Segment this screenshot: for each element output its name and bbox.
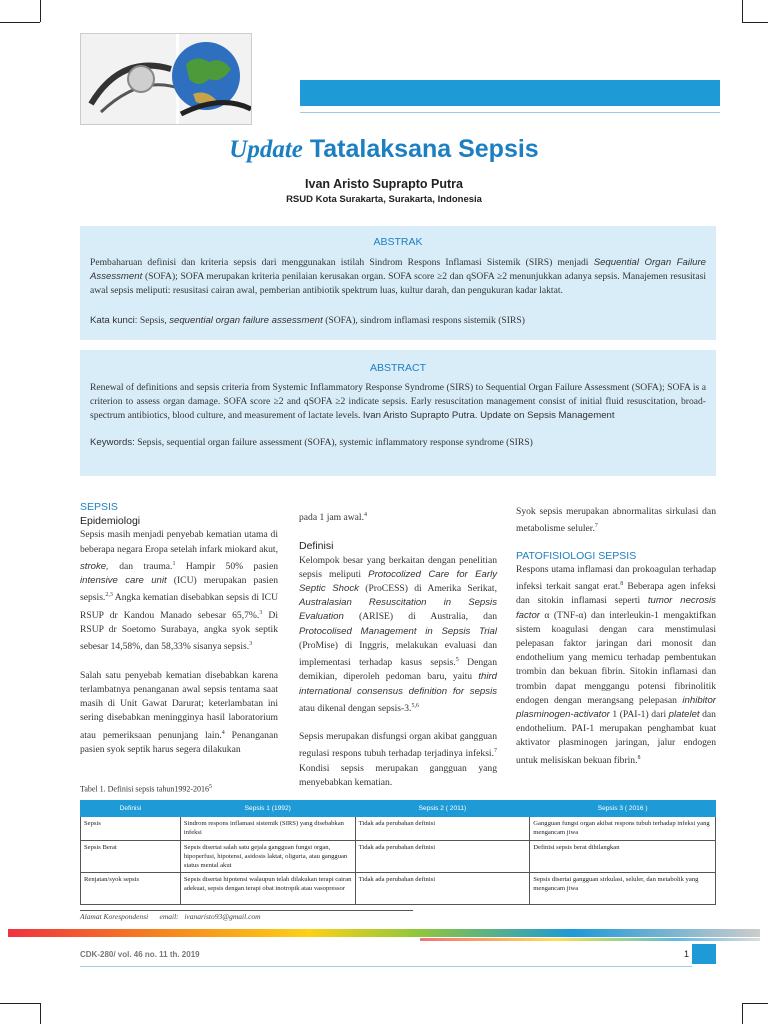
abstrak-body — [90, 256, 706, 298]
footer-rule — [80, 966, 692, 967]
keywords-text: sequential organ failure assessment (SOFA), systemic inflammatory response syndrome (SIRS) — [166, 437, 533, 448]
abstrak-text-italic: Sequential Organ Failure Assessment — [90, 257, 706, 282]
abstract-citation: Ivan Aristo Suprapto Putra. Update on Sepsis Management — [362, 410, 615, 421]
journal-citation: CDK-280/ vol. 46 no. 11 th. 2019 — [80, 950, 200, 959]
keywords-text: Sepsis, — [139, 315, 167, 326]
paragraph: Kelompok besar yang berkaitan dengan penelitian sepsis meliputi Protocolized Care for Early Septic Shock (ProCESS) di Amerika Serikat, Australasian Resuscitation in Sepsis Evaluation (ARISE) di Australia, dan Protocolised Management in Sepsis Trial (ProMise) di Inggris, melakukan evaluasi dan implementasi terhadap kasus sepsis.$^5$ Dengan demikian, diperoleh pedoman baru, yaitu third international consensus definition for sepsis atau dikenal dengan sepsis-3.$^{5,6}$ — [299, 554, 498, 714]
table-cell: Sepsis disertai gangguan sirkulasi, seluler, dan metabolik yang mengancam jiwa — [530, 873, 716, 905]
table-cell: Sepsis — [81, 817, 181, 841]
header-bar — [300, 80, 720, 106]
table-caption: Tabel 1. Definisi sepsis tahun1992-2016$^5$ — [80, 784, 212, 794]
abstrak-box — [80, 226, 716, 340]
table-cell: Renjatan/syok sepsis — [81, 873, 181, 905]
table-cell: Sindrom respons inflamasi sistemik (SIRS) yang disebabkan infeksi — [180, 817, 355, 841]
crop-mark — [742, 0, 743, 22]
abstract-keywords — [90, 436, 706, 450]
title-italic: Update — [229, 136, 303, 163]
article-title — [0, 135, 768, 164]
abstract-text: Renewal of definitions and sepsis criteria from Systemic Inflammatory Response Syndrome (SIRS) to Sequential Organ Failure Assessment (SOFA); SOFA is a criterion to assess organ damage. SOFA score ≥2 and qSOFA ≥2 indicate sepsis. Early resuscitation management consist of initial fluid resuscitation, broad-spectrum antibiotics, blood culture, and measurement of lactate levels. — [90, 382, 706, 421]
page-number-box — [692, 944, 716, 964]
column-2 — [299, 508, 497, 790]
abstrak-text: (SOFA); SOFA merupakan kriteria penilaian kerusakan organ. SOFA score ≥2 dan qSOFA ≥2 menunjukkan adanya sepsis. Manajemen resusitasi awal sepsis meliputi: resusitasi cairan awal, pemberian antibiotik spektrum luas, kultur darah, dan pengukuran kadar laktat. — [90, 271, 706, 296]
stethoscope-globe-icon — [81, 34, 251, 124]
author-affiliation: RSUD Kota Surakarta, Surakarta, Indonesia — [286, 194, 482, 205]
table-header-cell: Definisi — [81, 801, 181, 817]
abstract-box — [80, 350, 716, 476]
table-cell: Gangguan fungsi organ akibat respons tubuh terhadap infeksi yang mengancam jiwa — [530, 817, 716, 841]
header-illustration — [80, 33, 252, 125]
crop-mark — [0, 22, 40, 23]
author-name: Ivan Aristo Suprapto Putra — [305, 177, 463, 191]
subsection-epidemiologi: Epidemiologi — [80, 515, 141, 528]
footer-gradient-thin — [420, 938, 760, 941]
paragraph: Salah satu penyebab kematian disebabkan karena terlambatnya penanganan awal sepsis tentama saat masih di Unit Gawat Darurat; keterlambatan ini sering disebabkan meningginya hasil laboratorium atau pemeriksaan penunjang lain.$^4$ Penanganan pasien syok septik harus segera dilakukan — [80, 669, 278, 755]
column-1 — [80, 500, 278, 757]
abstrak-heading: ABSTRAK — [373, 236, 423, 248]
correspondence-label: Alamat Korespondensi — [80, 912, 149, 921]
table-header-cell: Sepsis 3 ( 2016 ) — [530, 801, 716, 817]
paragraph: Syok sepsis merupakan abnormalitas sirkulasi dan metabolisme seluler.$^7$ — [516, 506, 716, 535]
crop-mark — [742, 22, 768, 23]
email-address[interactable]: ivanaristo93@gmail.com — [184, 912, 261, 921]
table-cell: Tidak ada perubahan definisi — [355, 841, 530, 873]
page-number: 1 — [684, 949, 690, 959]
keywords-text: (SOFA), sindrom inflamasi respons sistemik (SIRS) — [325, 315, 525, 326]
paragraph: Sepsis masih menjadi penyebab kematian utama di beberapa negara Eropa setelah infark miokard akut, stroke, dan trauma.$^1$ Hampir 50% pasien intensive care unit (ICU) merupakan pasien sepsis.$^{2,3}$ Angka kematian disebabkan sepsis di ICU RSUP dr Kandou Manado sebesar 65,7%.$^3$ Di RSUP dr Soetomo Surabaya, angka syok septik sebesar 14,58%, dan 58,33% sisanya sepsis.$^3$ — [80, 529, 279, 653]
subsection-definisi: Definisi — [299, 540, 334, 553]
crop-mark — [742, 1003, 768, 1004]
paragraph: Sepsis merupakan disfungsi organ akibat gangguan regulasi respons tubuh terhadap terjadinya infeksi.$^7$ Kondisi sepsis merupakan gangguan yang menyebabkan kematian. — [299, 731, 497, 788]
header-rule — [300, 112, 720, 113]
table-container — [80, 800, 716, 905]
correspondence-rule — [80, 910, 413, 911]
sepsis-definition-table — [80, 800, 716, 905]
keywords-label: Kata kunci: — [90, 315, 138, 326]
crop-mark — [40, 0, 41, 22]
paragraph: pada 1 jam awal.$^4$ — [299, 512, 367, 524]
abstrak-text: Pembaharuan definisi dan kriteria sepsis dari menggunakan istilah Sindrom Respons Inflamasi Sistemik (SIRS) menjadi — [90, 257, 589, 268]
section-heading-patofisiologi: PATOFISIOLOGI SEPSIS — [516, 549, 637, 562]
table-cell: Definisi sepsis berat dihilangkan — [530, 841, 716, 873]
crop-mark — [742, 1003, 743, 1024]
table-header-row — [81, 801, 716, 817]
table-row — [81, 841, 716, 873]
table-cell: Sepsis Berat — [81, 841, 181, 873]
table-cell: Tidak ada perubahan definisi — [355, 873, 530, 905]
table-cell: Tidak ada perubahan definisi — [355, 817, 530, 841]
crop-mark — [40, 1003, 41, 1024]
crop-mark — [0, 1003, 40, 1004]
keywords-text: Sepsis, — [137, 437, 165, 448]
keywords-label: Keywords: — [90, 437, 135, 448]
abstract-body — [90, 381, 706, 423]
email-label: email: — [159, 912, 179, 921]
table-cell: Sepsis disertai salah satu gejala gangguan fungsi organ, hipoperfusi, hipotensi, asidosis laktat, oliguria, atau gangguan status mental akut — [180, 841, 355, 873]
section-heading-sepsis: SEPSIS — [80, 501, 118, 513]
abstract-heading: ABSTRACT — [369, 362, 426, 374]
footer-gradient-bar — [8, 929, 760, 937]
correspondence — [80, 912, 261, 921]
table-row — [81, 817, 716, 841]
keywords-italic: sequential organ failure assessment — [169, 315, 323, 326]
title-main: Tatalaksana Sepsis — [309, 135, 539, 163]
column-3 — [516, 505, 716, 768]
paragraph: Respons utama inflamasi dan prokoagulan terhadap infeksi terkait sangat erat.$^8$ Beberapa agen infeksi dan sitokin inflamasi seperti tumor necrosis factor α (TNF-α) dan interleukin-1 mengaktifkan sistem koagulasi dengan cara menstimulasi pelepasan faktor jaringan dari monosit dan endothelium yang memicu terhadap pembentukan trombin dan bekuan fibrin. Sitokin inflamasi dan trombin dapat menggangu potensi fibrinolitik endogen dengan merangsang pelepasan inhibitor plasminogen-activator 1 (PAI-1) dari platelet dan endothelium. PAI-1 merupakan penghambat kuat aktivator plasminogen jaringan, jalur endogen untuk melisiskan bekuan fibrin.$^8$ — [516, 563, 716, 766]
table-row — [81, 873, 716, 905]
table-cell: Sepsis disertai hipotensi walaupun telah dilakukan terapi cairan adekuat, sepsis dengan terapi obat inotropik atau vasopressor — [180, 873, 355, 905]
table-header-cell: Sepsis 1 (1992) — [180, 801, 355, 817]
table-header-cell: Sepsis 2 ( 2011) — [355, 801, 530, 817]
abstrak-keywords — [90, 314, 706, 328]
